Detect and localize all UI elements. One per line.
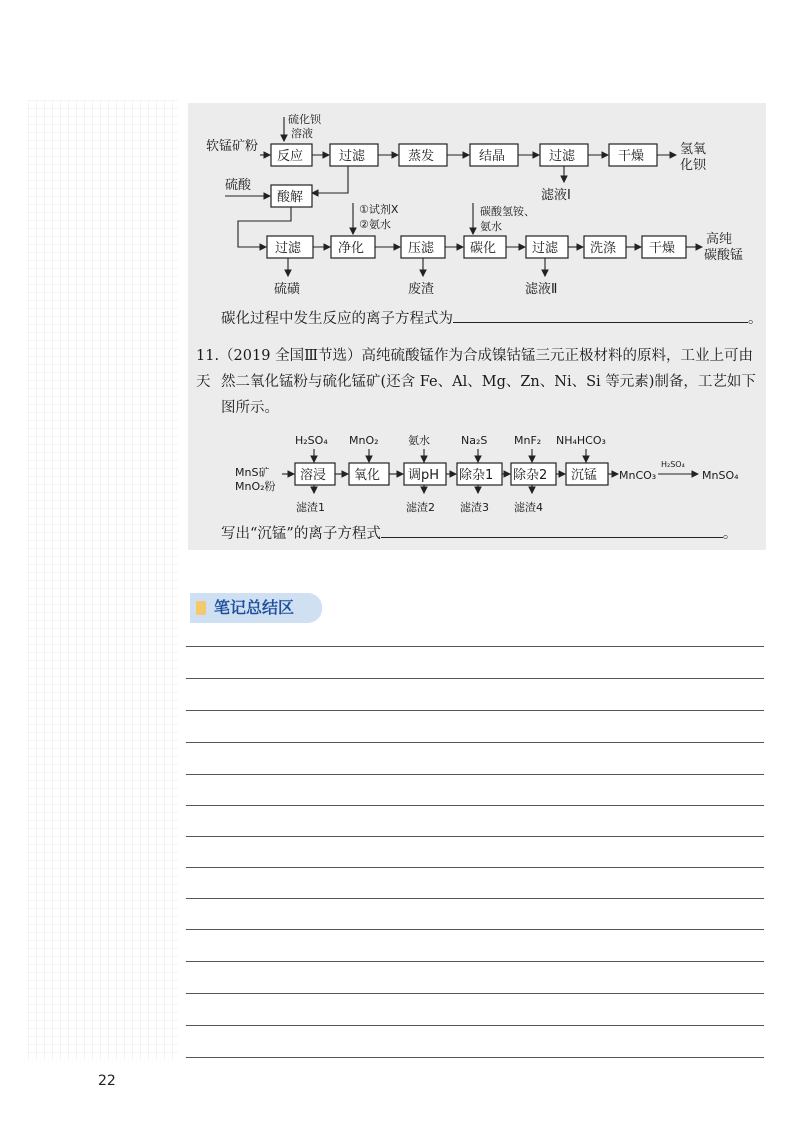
question-panel [188,103,766,550]
flow1-box-evaporate-label: 蒸发 [408,149,435,164]
flow2-reagent-6: NH₄HCO₃ [556,434,606,447]
flow2-box-precipitate-label: 沉锰 [571,468,598,483]
flow2-input-1: MnS矿 [235,466,270,479]
page-number: 22 [98,1073,116,1089]
flow2-product: MnCO₃ [619,469,657,482]
flow1-acid: 硫酸 [225,178,252,193]
flow2-residue-1: 滤渣1 [296,501,325,514]
flow2-box-purify2-label: 除杂2 [513,468,548,483]
flow1-reagent-x-2: ②氨水 [359,218,391,231]
note-line[interactable] [186,678,764,679]
flow1-product1-1: 氢氧 [680,142,707,157]
flow1-box-acid-label: 酸解 [277,190,304,205]
flow1-reagent-nh4-2: 氨水 [480,220,502,233]
flow1-filtrate2: 滤液Ⅱ [525,282,558,297]
note-line[interactable] [186,961,764,962]
note-line[interactable] [186,774,764,775]
question11-line3: 图所示。 [221,400,279,416]
flow1-reagent-x-1: ①试剂X [359,203,399,216]
question11-end: 。 [722,526,738,542]
question10-answer-blank[interactable] [453,306,748,323]
flow1-filtrate1: 滤液Ⅰ [541,188,571,203]
note-line[interactable] [186,836,764,837]
flow2-residue-3: 滤渣3 [460,501,489,514]
flow1-box-carbonize-label: 碳化 [470,241,497,256]
flow2-reagent-3: 氨水 [408,434,430,447]
question10 [221,306,763,332]
flow1-box-crystallize-label: 结晶 [479,149,506,164]
question10-prompt: 碳化过程中发生反应的离子方程式为 [221,311,453,327]
note-line[interactable] [186,1025,764,1026]
flow1-box-dry2-label: 干燥 [649,241,676,256]
flow1-product2-2: 碳酸锰 [704,248,744,263]
flow2-input-2: MnO₂粉 [235,480,276,493]
note-line[interactable] [186,710,764,711]
flow1-box-filter4-label: 过滤 [532,241,559,256]
note-line[interactable] [186,898,764,899]
flow1-reagent-top-2: 溶液 [291,127,313,140]
grid-decoration [28,100,178,1060]
note-line[interactable] [186,993,764,994]
flow2-box-leach-label: 溶浸 [300,468,327,483]
flow2-reagent-2: MnO₂ [349,434,379,447]
question10-end: 。 [748,311,763,327]
flow1-box-react-label: 反应 [277,149,304,164]
question11-prompt: 写出“沉锰”的离子方程式 [221,526,381,542]
note-line[interactable] [186,867,764,868]
notes-section-title: 笔记总结区 [190,593,322,623]
note-line[interactable] [186,929,764,930]
flow2-box-oxidize-label: 氧化 [354,468,381,483]
flow1-box-filter3-label: 过滤 [275,241,302,256]
note-line[interactable] [186,805,764,806]
flow2-residue-2: 滤渣2 [406,501,435,514]
flow1-box-wash-label: 洗涤 [590,241,617,256]
flow1-box-press-label: 压滤 [408,241,435,256]
note-line[interactable] [186,1057,764,1058]
flow2-box-ph-label: 调pH [408,468,440,483]
flow1-product2-1: 高纯 [706,232,733,247]
flow2-reagent-1: H₂SO₄ [295,434,328,447]
flow1-reagent-nh4-1: 碳酸氢铵、 [480,205,535,218]
flow1-box-purify-label: 净化 [338,241,365,256]
flow1-input: 软锰矿粉 [206,139,259,154]
flow1-box-dry1-label: 干燥 [618,149,645,164]
flow2-box-purify1-label: 除杂1 [459,468,494,483]
question11-answer [221,521,737,547]
flow1-product1-2: 化钡 [680,158,707,173]
flow2-reagent-4: Na₂S [461,434,488,447]
flow2-arrow-reagent: H₂SO₄ [661,460,685,469]
flow2-reagent-5: MnF₂ [514,434,542,447]
flow1-waste-sulfur: 硫磺 [274,282,301,297]
flow2-final-product: MnSO₄ [702,469,739,482]
flow1-box-filter1-label: 过滤 [339,149,366,164]
flow1-reagent-top-1: 硫化钡 [288,113,321,126]
flow1-box-filter2-label: 过滤 [549,149,576,164]
flow1-waste-residue: 废渣 [408,282,435,297]
question11-line2: 然二氧化锰粉与硫化锰矿(还含 Fe、Al、Mg、Zn、Ni、Si 等元素)制备，工艺如下 [221,374,756,390]
question11-answer-blank[interactable] [381,521,723,538]
flow2-residue-4: 滤渣4 [514,501,543,514]
note-line[interactable] [186,742,764,743]
question11-line1: 11.（2019 全国Ⅲ节选）高纯硫酸锰作为合成镍钴锰三元正极材料的原料，工业上可由天 [196,348,754,390]
note-line[interactable] [186,646,764,647]
